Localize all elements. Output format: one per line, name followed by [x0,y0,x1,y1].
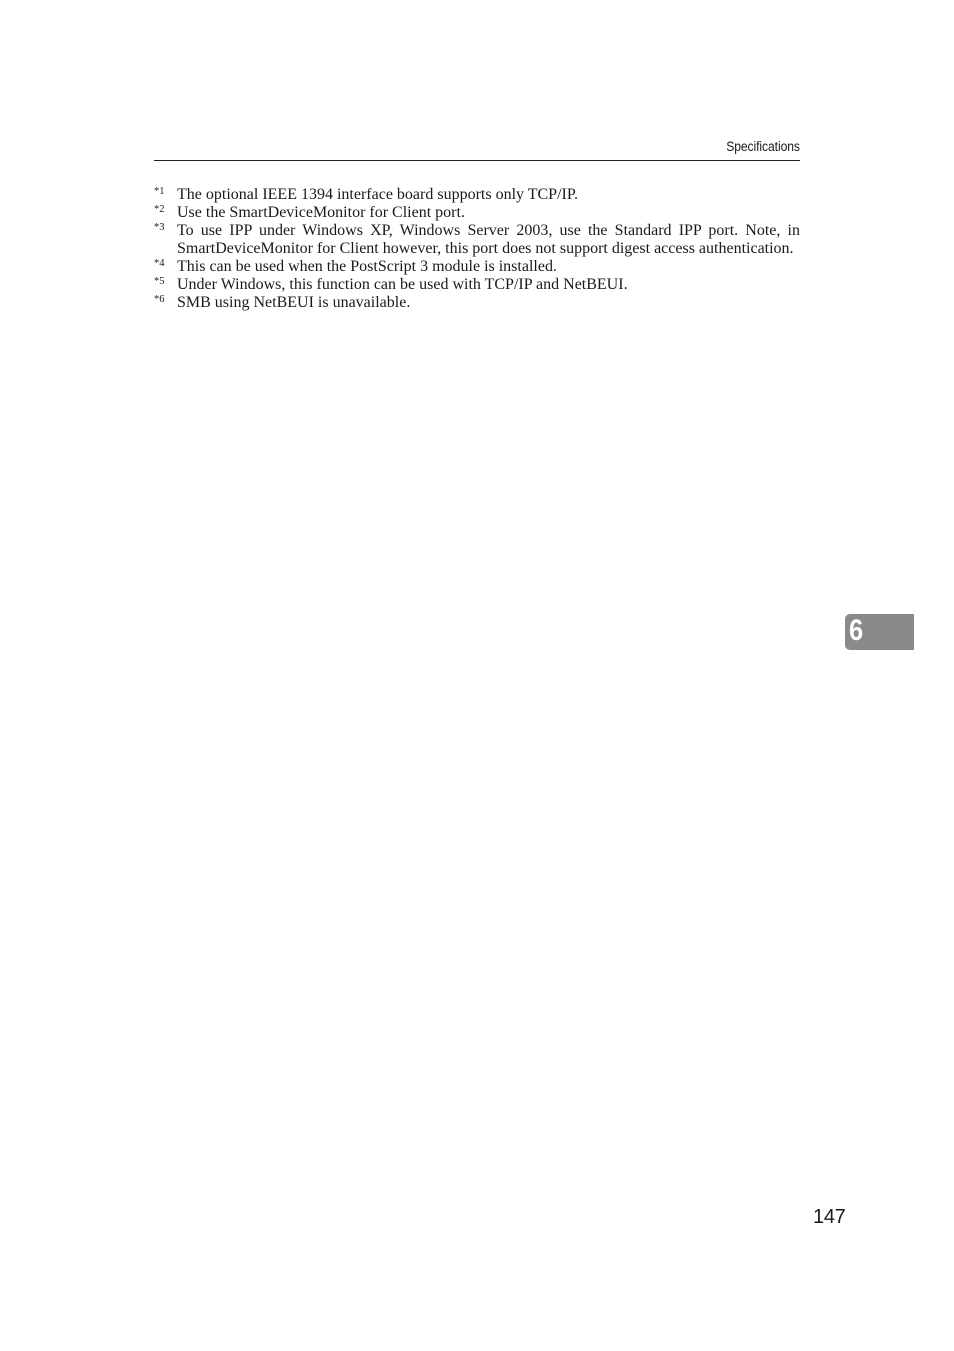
footnote-marker: *3 [154,222,165,234]
section-title: Specifications [726,139,800,154]
footnote-6 [154,294,800,312]
page-number: 147 [813,1206,846,1228]
footnote-marker: *6 [154,293,165,305]
footnote-marker: *5 [154,275,165,287]
footnote-marker: *4 [154,257,165,269]
footnote-5 [154,276,800,294]
footnote-text: This can be used when the PostScript 3 module is installed. [177,257,557,275]
footnote-text: Under Windows, this function can be used with TCP/IP and NetBEUI. [177,275,628,293]
chapter-number: 6 [849,614,864,647]
running-header [154,138,800,161]
footnote-list [154,186,800,312]
footnote-text: Use the SmartDeviceMonitor for Client port. [177,204,465,222]
footnote-text: To use IPP under Windows XP, Windows Server 2003, use the Standard IPP port. Note, in SmartDeviceMonitor for Client however, this port does not support digest access authentication. [177,222,800,257]
footnote-4 [154,258,800,276]
footnote-text: The optional IEEE 1394 interface board supports only TCP/IP. [177,186,578,203]
footnote-text: SMB using NetBEUI is unavailable. [177,293,411,311]
footnote-marker: *2 [154,204,165,216]
footnote-1 [154,186,800,204]
chapter-tab [845,614,914,650]
footnote-2 [154,204,800,222]
footnote-3 [154,222,800,257]
footnote-marker: *1 [154,186,165,197]
